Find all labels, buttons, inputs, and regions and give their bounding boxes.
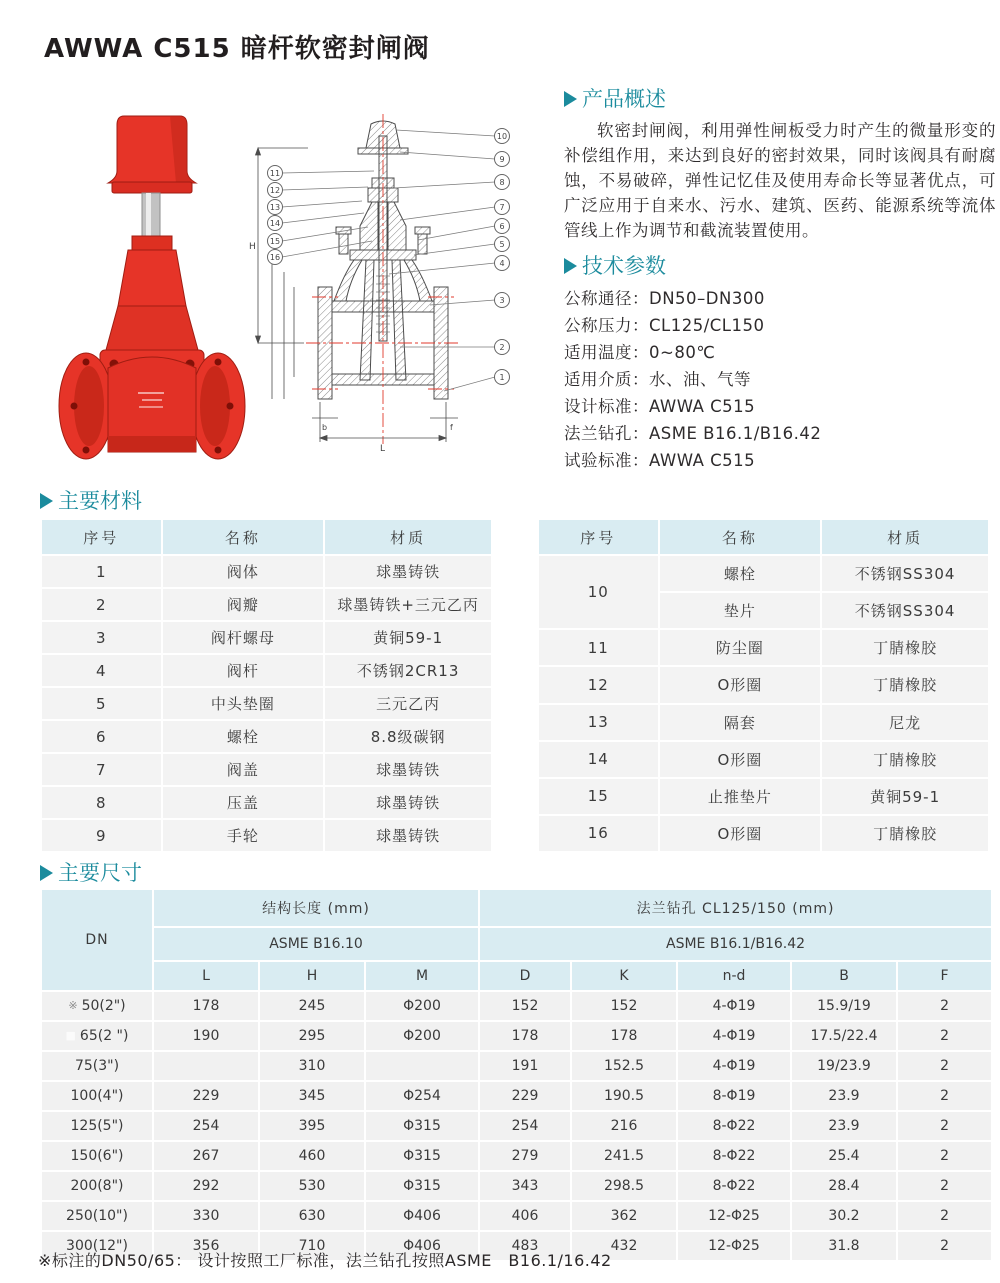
table-cell: 8-Φ22 — [678, 1172, 790, 1200]
right-column — [564, 86, 996, 474]
table-row — [42, 556, 491, 587]
materials-tables — [40, 518, 990, 853]
materials-table-right — [537, 518, 990, 853]
table-cell: 190 — [154, 1022, 258, 1050]
table-cell: 黄铜59-1 — [822, 779, 988, 814]
table-cell: 14 — [539, 742, 658, 777]
param-label: 设计标准： — [564, 397, 649, 416]
table-cell: 2 — [42, 589, 161, 620]
table-cell: 17.5/22.4 — [792, 1022, 896, 1050]
table-row — [42, 787, 491, 818]
callout-number: 12 — [269, 186, 281, 195]
table-row — [42, 1082, 991, 1110]
table-cell: Φ200 — [366, 992, 478, 1020]
tech-params-heading — [564, 253, 996, 279]
param-label: 适用温度： — [564, 343, 649, 362]
table-cell: 隔套 — [660, 705, 821, 740]
table-cell: 2 — [898, 992, 991, 1020]
table-cell: 1 — [42, 556, 161, 587]
table-cell: 8-Φ19 — [678, 1082, 790, 1110]
table-cell: 30.2 — [792, 1202, 896, 1230]
table-cell: 279 — [480, 1142, 570, 1170]
param-label: 公称通径： — [564, 289, 649, 308]
table-cell: Φ200 — [366, 1022, 478, 1050]
table-row — [539, 705, 988, 740]
table-cell: 178 — [154, 992, 258, 1020]
table-cell: 9 — [42, 820, 161, 851]
table-cell: 尼龙 — [822, 705, 988, 740]
table-cell: 手轮 — [163, 820, 324, 851]
table-row — [42, 754, 491, 785]
dim-label-f: f — [450, 423, 453, 432]
table-cell: 483 — [480, 1232, 570, 1260]
table-cell: 216 — [572, 1112, 676, 1140]
dn-marker: ※ — [68, 999, 78, 1012]
param-label: 试验标准： — [564, 451, 649, 470]
table-row — [42, 1142, 991, 1170]
callout-number: 2 — [499, 343, 505, 352]
tech-params-list — [564, 285, 996, 474]
drawing-callouts-right — [495, 129, 510, 385]
callout-number: 11 — [269, 169, 281, 178]
param-line — [564, 366, 996, 393]
table-row — [42, 1112, 991, 1140]
section-arrow-icon — [564, 91, 577, 107]
table-cell: 2 — [898, 1142, 991, 1170]
table-row — [42, 1052, 991, 1080]
dim-label-b: b — [322, 423, 328, 432]
overview-heading-label: 产品概述 — [582, 87, 666, 111]
table-cell: 球墨铸铁+三元乙丙 — [325, 589, 491, 620]
table-cell: 球墨铸铁 — [325, 787, 491, 818]
table-cell: 2 — [898, 1052, 991, 1080]
table-cell: 12 — [539, 667, 658, 702]
column-header: K — [572, 962, 676, 990]
dimensions-table-wrap — [40, 888, 988, 1262]
callout-number: 7 — [499, 203, 505, 212]
table-cell: 6 — [42, 721, 161, 752]
column-subheader-standard: ASME B16.10 — [154, 928, 478, 960]
table-row — [42, 622, 491, 653]
dimensions-heading — [40, 860, 142, 886]
table-cell: 245 — [260, 992, 364, 1020]
column-header: 序号 — [539, 520, 658, 554]
table-cell: 295 — [260, 1022, 364, 1050]
table-cell: 356 — [154, 1232, 258, 1260]
param-value: 水、油、气等 — [649, 370, 751, 389]
table-cell: 阀瓣 — [163, 589, 324, 620]
table-cell: 8 — [42, 787, 161, 818]
table-cell: 125(5") — [42, 1112, 152, 1140]
table-cell: 15 — [539, 779, 658, 814]
table-cell: O形圈 — [660, 667, 821, 702]
table-cell: 362 — [572, 1202, 676, 1230]
param-line — [564, 312, 996, 339]
table-cell: 11 — [539, 630, 658, 665]
table-row — [539, 556, 988, 591]
param-line — [564, 339, 996, 366]
table-cell: Φ406 — [366, 1202, 478, 1230]
table-cell: 阀杆 — [163, 655, 324, 686]
table-cell: 152.5 — [572, 1052, 676, 1080]
table-cell: 丁腈橡胶 — [822, 667, 988, 702]
table-cell: Φ315 — [366, 1172, 478, 1200]
table-row — [539, 667, 988, 702]
table-cell: 2 — [898, 1082, 991, 1110]
table-row — [539, 816, 988, 851]
table-cell: 丁腈橡胶 — [822, 742, 988, 777]
column-header: n-d — [678, 962, 790, 990]
callout-number: 10 — [496, 132, 508, 141]
table-cell: 2 — [898, 1232, 991, 1260]
table-cell: O形圈 — [660, 816, 821, 851]
table-cell: 8-Φ22 — [678, 1142, 790, 1170]
callout-number: 13 — [269, 203, 281, 212]
dimensions-table — [40, 888, 993, 1262]
callout-number: 5 — [499, 240, 505, 249]
column-group-flange-drilling: 法兰钻孔 CL125/150 (mm) — [480, 890, 991, 926]
table-cell: 阀盖 — [163, 754, 324, 785]
table-header-row — [42, 928, 991, 960]
table-cell: 丁腈橡胶 — [822, 630, 988, 665]
table-cell: 395 — [260, 1112, 364, 1140]
dim-label-h: H — [249, 242, 256, 252]
table-cell: 压盖 — [163, 787, 324, 818]
overview-heading — [564, 86, 996, 112]
table-cell: 垫片 — [660, 593, 821, 628]
table-header-row — [42, 890, 991, 926]
callout-number: 16 — [269, 253, 281, 262]
table-cell: Φ406 — [366, 1232, 478, 1260]
cross-section-svg — [246, 106, 546, 454]
table-cell: 中头垫圈 — [163, 688, 324, 719]
table-cell: 2 — [898, 1022, 991, 1050]
column-header: L — [154, 962, 258, 990]
table-cell: 防尘圈 — [660, 630, 821, 665]
table-cell: 丁腈橡胶 — [822, 816, 988, 851]
drawing-callouts-left — [268, 166, 283, 265]
column-header: F — [898, 962, 991, 990]
tech-params-heading-label: 技术参数 — [582, 254, 666, 278]
table-cell: 止推垫片 — [660, 779, 821, 814]
column-header: D — [480, 962, 570, 990]
table-cell: 250(10") — [42, 1202, 152, 1230]
table-cell: 254 — [480, 1112, 570, 1140]
param-value: DN50–DN300 — [649, 289, 765, 308]
table-cell: ※ 50(2") — [42, 992, 152, 1020]
table-cell: 球墨铸铁 — [325, 556, 491, 587]
table-cell: 300(12") — [42, 1232, 152, 1260]
section-arrow-icon — [564, 258, 577, 274]
table-cell: 460 — [260, 1142, 364, 1170]
table-cell: 343 — [480, 1172, 570, 1200]
column-header: M — [366, 962, 478, 990]
table-header-row — [42, 962, 991, 990]
table-cell: 152 — [572, 992, 676, 1020]
param-line — [564, 420, 996, 447]
dimensions-heading-label: 主要尺寸 — [58, 861, 142, 885]
table-cell: 8.8级碳钢 — [325, 721, 491, 752]
callout-number: 14 — [269, 219, 281, 228]
table-cell: 不锈钢SS304 — [822, 593, 988, 628]
table-cell: 16 — [539, 816, 658, 851]
param-label: 公称压力： — [564, 316, 649, 335]
table-cell: 152 — [480, 992, 570, 1020]
table-cell: 310 — [260, 1052, 364, 1080]
table-cell: 229 — [480, 1082, 570, 1110]
table-cell: Φ315 — [366, 1142, 478, 1170]
materials-table-left — [40, 518, 493, 853]
table-cell — [154, 1052, 258, 1080]
table-cell: 黄铜59-1 — [325, 622, 491, 653]
table-cell: 球墨铸铁 — [325, 754, 491, 785]
table-cell: 530 — [260, 1172, 364, 1200]
callout-number: 6 — [499, 222, 505, 231]
table-header-row — [42, 520, 491, 554]
table-cell: 12-Φ25 — [678, 1202, 790, 1230]
table-cell: 28.4 — [792, 1172, 896, 1200]
table-cell: 406 — [480, 1202, 570, 1230]
table-cell: 19/23.9 — [792, 1052, 896, 1080]
table-cell: 螺栓 — [660, 556, 821, 591]
table-cell: 12-Φ25 — [678, 1232, 790, 1260]
table-cell: 330 — [154, 1202, 258, 1230]
table-cell: 4-Φ19 — [678, 1022, 790, 1050]
table-cell: Φ315 — [366, 1112, 478, 1140]
section-arrow-icon — [40, 865, 53, 881]
table-cell: 4-Φ19 — [678, 1052, 790, 1080]
overview-paragraph: 软密封闸阀，利用弹性闸板受力时产生的微量形变的补偿组作用，来达到良好的密封效果，同时该阀具有耐腐蚀，不易破碎，弹性记忆佳及使用寿命长等显著优点，可广泛应用于自来水、污水、建筑、医药、能源系统等流体管线上作为调节和截流装置使用。 — [564, 121, 996, 240]
param-line — [564, 447, 996, 474]
materials-heading — [40, 488, 142, 514]
table-cell: 不锈钢2CR13 — [325, 655, 491, 686]
dim-label-l: L — [380, 444, 386, 454]
table-cell: 13 — [539, 705, 658, 740]
table-cell: 5 — [42, 688, 161, 719]
table-cell: 4-Φ19 — [678, 992, 790, 1020]
table-cell: 100(4") — [42, 1082, 152, 1110]
table-cell: 23.9 — [792, 1082, 896, 1110]
table-cell: 25.4 — [792, 1142, 896, 1170]
column-group-structure-length: 结构长度 (mm) — [154, 890, 478, 926]
table-cell: 200(8") — [42, 1172, 152, 1200]
param-value: AWWA C515 — [649, 451, 756, 470]
table-cell: 178 — [572, 1022, 676, 1050]
param-value: AWWA C515 — [649, 397, 756, 416]
table-cell: 292 — [154, 1172, 258, 1200]
table-cell: 2 — [898, 1202, 991, 1230]
table-cell: 75(3") — [42, 1052, 152, 1080]
table-cell: 190.5 — [572, 1082, 676, 1110]
callout-number: 9 — [499, 155, 505, 164]
table-row — [42, 992, 991, 1020]
column-subheader-standard: ASME B16.1/B16.42 — [480, 928, 991, 960]
table-cell: 2 — [898, 1112, 991, 1140]
callout-number: 4 — [499, 259, 505, 268]
table-cell — [366, 1052, 478, 1080]
table-cell: 2 — [898, 1172, 991, 1200]
callout-number: 1 — [499, 373, 505, 382]
table-row — [42, 820, 491, 851]
param-value: ASME B16.1/B16.42 — [649, 424, 822, 443]
column-header: 材质 — [325, 520, 491, 554]
table-cell: 191 — [480, 1052, 570, 1080]
param-label: 适用介质： — [564, 370, 649, 389]
section-arrow-icon — [40, 493, 53, 509]
column-header: H — [260, 962, 364, 990]
table-cell: 254 — [154, 1112, 258, 1140]
table-cell: 23.9 — [792, 1112, 896, 1140]
dn-marker: ■ — [65, 1029, 76, 1042]
table-row — [42, 721, 491, 752]
table-cell: 150(6") — [42, 1142, 152, 1170]
param-line — [564, 393, 996, 420]
table-cell: 241.5 — [572, 1142, 676, 1170]
table-cell: 178 — [480, 1022, 570, 1050]
table-cell: 球墨铸铁 — [325, 820, 491, 851]
table-cell: 阀体 — [163, 556, 324, 587]
param-label: 法兰钻孔： — [564, 424, 649, 443]
footnote: ※标注的DN50/65： 设计按照工厂标准，法兰钻孔按照ASME B16.1/16.42 — [38, 1251, 612, 1270]
column-header: 序号 — [42, 520, 161, 554]
table-cell: 710 — [260, 1232, 364, 1260]
callout-number: 15 — [269, 237, 281, 246]
table-cell: 螺栓 — [163, 721, 324, 752]
table-header-row — [539, 520, 988, 554]
param-value: 0~80℃ — [649, 343, 716, 362]
table-cell: 4 — [42, 655, 161, 686]
table-cell: 345 — [260, 1082, 364, 1110]
table-cell: 三元乙丙 — [325, 688, 491, 719]
column-header: 材质 — [822, 520, 988, 554]
valve-photo — [52, 100, 252, 460]
column-header: 名称 — [163, 520, 324, 554]
param-line — [564, 285, 996, 312]
table-cell: 229 — [154, 1082, 258, 1110]
table-row — [42, 1022, 991, 1050]
table-row — [42, 688, 491, 719]
table-row — [42, 655, 491, 686]
callout-number: 3 — [499, 296, 505, 305]
table-row — [42, 589, 491, 620]
materials-heading-label: 主要材料 — [58, 489, 142, 513]
page-title: AWWA C515 暗杆软密封闸阀 — [44, 34, 430, 64]
table-cell: Φ254 — [366, 1082, 478, 1110]
column-header: B — [792, 962, 896, 990]
table-cell: ■ 65(2 ") — [42, 1022, 152, 1050]
table-cell: O形圈 — [660, 742, 821, 777]
table-cell: 432 — [572, 1232, 676, 1260]
table-cell: 298.5 — [572, 1172, 676, 1200]
table-row — [539, 742, 988, 777]
column-header: 名称 — [660, 520, 821, 554]
table-cell: 阀杆螺母 — [163, 622, 324, 653]
table-row — [42, 1202, 991, 1230]
table-cell: 267 — [154, 1142, 258, 1170]
callout-number: 8 — [499, 178, 505, 187]
table-cell: 8-Φ22 — [678, 1112, 790, 1140]
table-row — [539, 779, 988, 814]
column-header-dn: DN — [42, 890, 152, 990]
valve-photo-illustration — [52, 100, 252, 460]
table-cell: 31.8 — [792, 1232, 896, 1260]
table-cell: 630 — [260, 1202, 364, 1230]
table-row — [539, 630, 988, 665]
table-cell: 不锈钢SS304 — [822, 556, 988, 591]
table-cell: 3 — [42, 622, 161, 653]
table-cell: 15.9/19 — [792, 992, 896, 1020]
param-value: CL125/CL150 — [649, 316, 765, 335]
table-cell: 10 — [539, 556, 658, 628]
valve-cross-section-drawing — [246, 106, 546, 454]
table-cell: 7 — [42, 754, 161, 785]
table-row — [42, 1172, 991, 1200]
